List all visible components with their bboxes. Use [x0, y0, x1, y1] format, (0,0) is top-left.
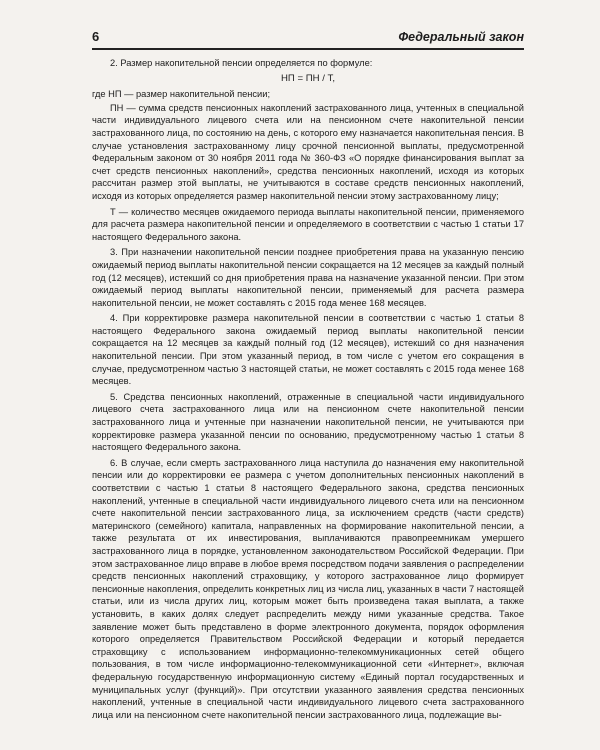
formula: НП = ПН / Т, — [280, 72, 336, 84]
paragraph-formula-intro: 2. Размер накопительной пенсии определяется по формуле: — [110, 58, 373, 68]
paragraph-pn-definition: ПН — сумма средств пенсионных накоплений застрахованного лица, учтенных в специальной части индивидуального лицевого счета или на пенсионном счете накопительной пенсии застрахованного лица, по состоянию на день, с которого ему назначается накопительная пенсия. В случае установления застрахованному лицу срочной пенсионной выплаты, предусмотренной Федеральным законом от 30 ноября 2011 года № 360-ФЗ «О порядке финансирования выплат за счет средств пенсионных накоплений», средства пенсионных накоплений, исходя из которых рассчитан размер этой выплаты, не учитываются в составе средств пенсионных накоплений, исходя из которых определяется размер накопительной пенсии этому застрахованному лицу; — [92, 102, 524, 201]
page-number: 6 — [92, 29, 100, 44]
paragraph-6: 6. В случае, если смерть застрахованного лица наступила до назначения ему накопительной пенсии или до корректировки ее размера с учетом дополнительных пенсионных накоплений в соответствии с частью 1 статьи 8 настоящего Федерального закона, средства пенсионных накоплений, учтенные в специальной части индивидуального лицевого счета или на пенсионном счете накопительной пенсии застрахованного лица, за исключением средств (части средств) материнского (семейного) капитала, направленных на формирование накопительной пенсии, а также результата от их инвестирования, выплачиваются правопреемникам умершего застрахованного лица в порядке, установленном законодательством Российской Федерации. При этом застрахованное лицо вправе в любое время посредством подачи заявления о распределении средств пенсионных накоплений страховщику, у которого застрахованное лицо формирует пенсионные накопления, определить конкретных лиц из числа лиц, указанных в части 7 настоящей статьи, или из числа других лиц, которым может быть произведена такая выплата, а также установить, в каких долях следует распределить между ними указанные средства. Такое заявление может быть представлено в форме электронного документа, порядок оформления которого определяется Правительством Российской Федерации и который передается страховщику с использованием информационно-телекоммуникационных сетей общего пользования, в том числе информационно-телекоммуникационной сети «Интернет», включая федеральную государственную информационную систему «Единый портал государственных и муниципальных услуг (функций)». При отсутствии указанного заявления средства пенсионных накоплений, учтенные в специальной части индивидуального лицевого счета застрахованного лица или на пенсионном счете накопительной пенсии застрахованного лица, подлежащие вы- — [92, 457, 525, 720]
paragraph-where: где НП — размер накопительной пенсии; — [92, 89, 271, 100]
page-header — [92, 28, 524, 50]
paragraph-5: 5. Средства пенсионных накоплений, отраженные в специальной части индивидуального лицевого счета застрахованного лица или на пенсионном счете накопительной пенсии застрахованного лица и учтенные при назначении накопительной пенсии, не учитываются при корректировке размера указанной пенсии по основанию, предусмотренному частью 1 статьи 8 настоящего Федерального закона. — [92, 391, 524, 453]
body-text — [92, 57, 524, 724]
paragraph-t-definition: Т — количество месяцев ожидаемого периода выплаты накопительной пенсии, применяемого для расчета размера накопительной пенсии и определяемого в соответствии с частью 1 статьи 17 настоящего Федерального закона. — [92, 206, 524, 242]
running-title: Федеральный закон — [398, 30, 524, 44]
paragraph-3: 3. При назначении накопительной пенсии позднее приобретения права на указанную пенсию ожидаемый период выплаты накопительной пенсии сокращается на 12 месяцев за каждый полный год (12 месяцев), истекший со дня приобретения права на назначение указанной пенсии. При этом ожидаемый период выплаты накопительной пенсии, применяемый для расчета размера накопительной пенсии, не может составлять с 2015 года менее 168 месяцев. — [92, 247, 524, 308]
paragraph-4: 4. При корректировке размера накопительной пенсии в соответствии с частью 1 статьи 8 настоящего Федерального закона ожидаемый период выплаты накопительной пенсии сокращается на 12 месяцев за каждый полный год (12 месяцев), истекший со дня назначения накопительной пенсии. При этом указанный период, в том числе с учетом его сокращения в случае, предусмотренном частью 3 настоящей статьи, не может составлять с 2015 года менее 168 месяцев. — [92, 313, 524, 387]
